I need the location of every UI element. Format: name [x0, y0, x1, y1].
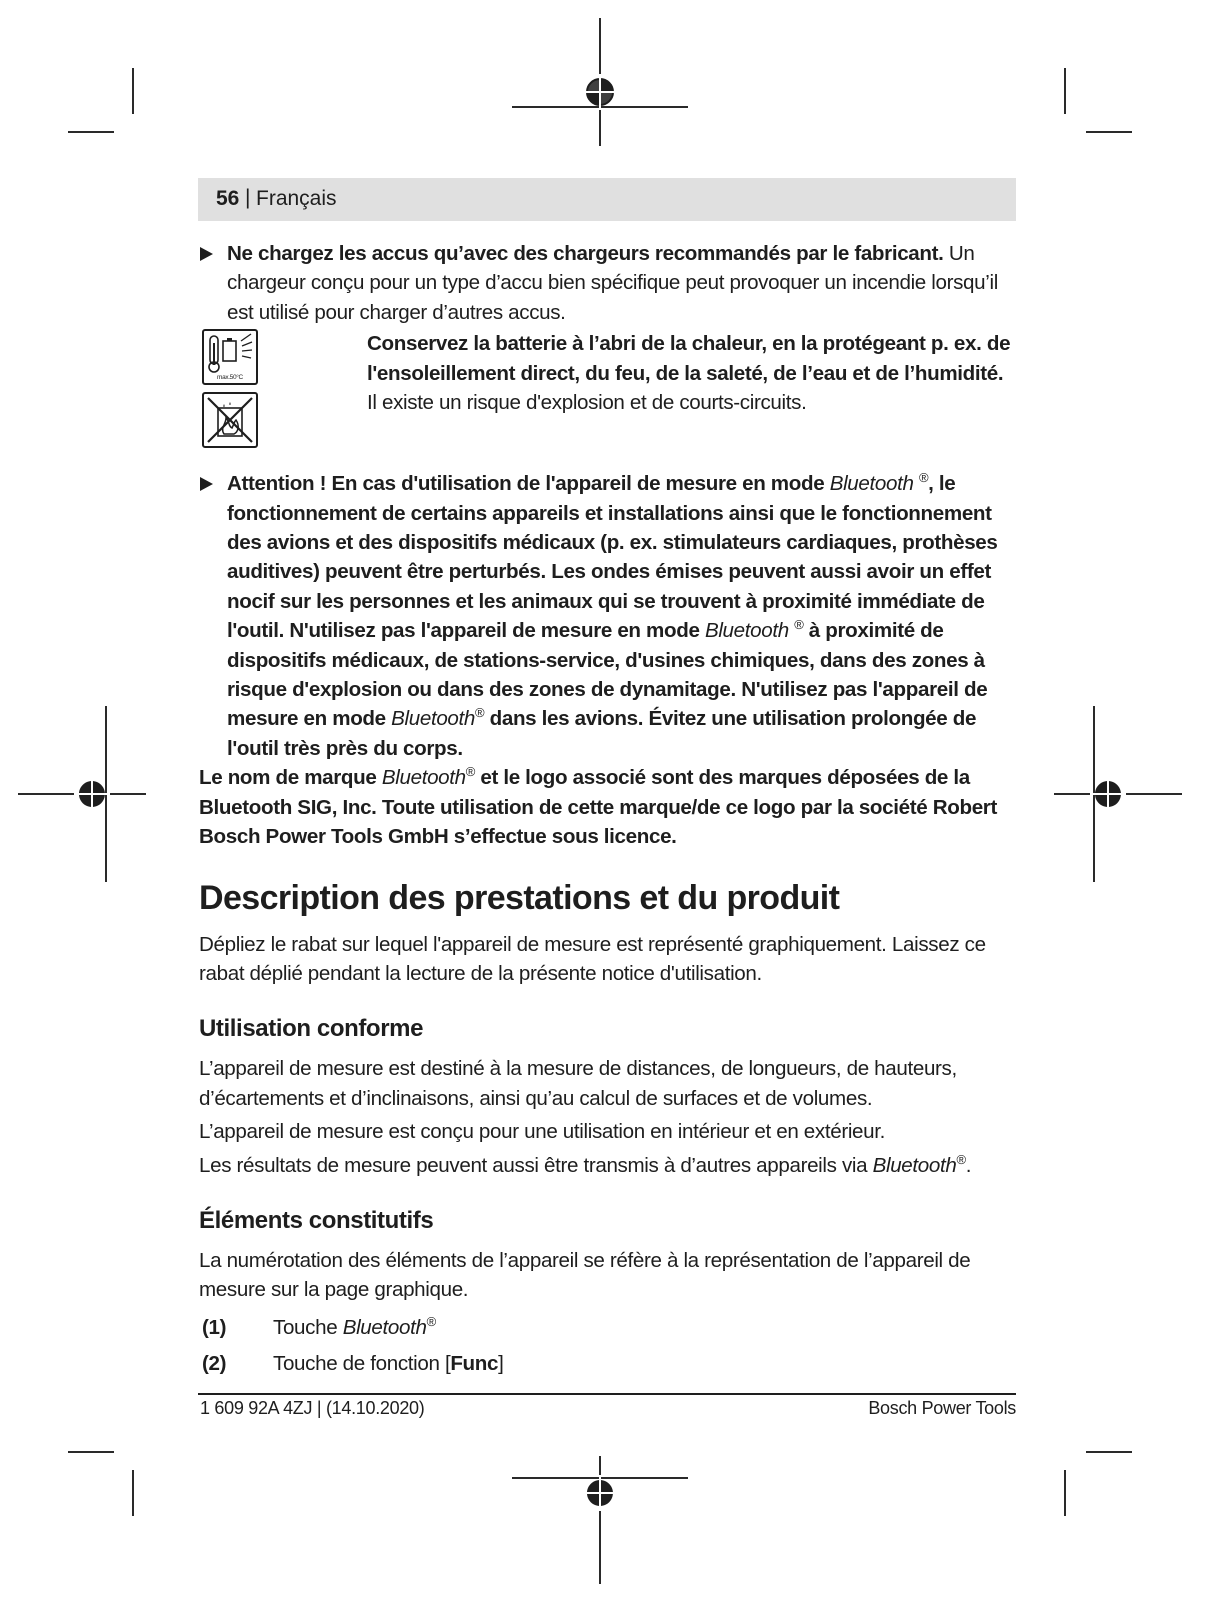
registered-mark: ®: [465, 764, 475, 780]
registered-mark: ®: [426, 1313, 436, 1329]
trademark-notice: [199, 763, 1017, 851]
heat-icon-label: max.50°C: [217, 374, 243, 382]
use-paragraph-1: L’appareil de mesure est destiné à la mesure de distances, de longueurs, de hauteurs, d’écartements et d’inclinaisons, ainsi qu’au calcul de surfaces et de volumes.: [199, 1057, 957, 1110]
battery-storage-plain: Il existe un risque d'explosion et de courts-circuits.: [367, 391, 807, 415]
list-item: [199, 1349, 1017, 1385]
trademark-text-1: Le nom de marque: [199, 766, 382, 790]
section-title-components: Éléments constitutifs: [199, 1206, 434, 1234]
use-paragraph-3-end: .: [965, 1153, 972, 1177]
item-number: (2): [202, 1351, 227, 1375]
registration-target-icon: [582, 1475, 618, 1511]
warning-arrow-icon: [200, 477, 213, 491]
crop-mark: [1064, 1470, 1066, 1516]
battery-no-fire-water-icon: [202, 392, 258, 448]
safety-icons: [202, 329, 258, 455]
item-label: [273, 1349, 504, 1378]
bluetooth-term: Bluetooth: [342, 1315, 427, 1339]
use-paragraph-3: [199, 1151, 1017, 1180]
components-intro: La numérotation des éléments de l’appareil se réfère à la représentation de l’appareil de mesure sur la page graphique.: [199, 1248, 971, 1302]
crop-mark: [68, 131, 114, 133]
bluetooth-term: Bluetooth: [381, 766, 466, 790]
warning-bluetooth: [199, 469, 1017, 763]
crop-mark: [68, 1451, 114, 1453]
header-separator: |: [245, 186, 251, 209]
warning-bt-text-1: Attention ! En cas d'utilisation de l'appareil de mesure en mode: [227, 472, 830, 496]
item-label-text: Touche de fonction [: [273, 1351, 451, 1375]
page-number: 56: [216, 187, 240, 210]
list-item: [199, 1313, 1017, 1349]
func-key-label: Func: [450, 1351, 499, 1375]
warning-bt-text-3: à proximité de dispositifs médicaux, de stations-service, d'usines chimiques, dans des zones à risque d'explosion ou dans des zones de dynamitage. N'utilisez pas l'appareil de mesure en mode: [227, 619, 988, 731]
registered-mark: ®: [956, 1151, 966, 1167]
registered-mark: ®: [794, 617, 804, 633]
use-paragraph-3-text: Les résultats de mesure peuvent aussi être transmis à d’autres appareils via: [199, 1153, 873, 1177]
page-header: [198, 178, 1016, 221]
item-label-text: Touche: [273, 1315, 343, 1339]
bluetooth-term: Bluetooth: [829, 472, 914, 496]
battery-storage-block: [199, 329, 1017, 455]
section-title-description: Description des prestations et du produit: [199, 878, 840, 917]
warning-charger: [199, 239, 1017, 327]
warning-bt-text-2: , le fonctionnement de certains appareils et installations ainsi que le fonctionnement des avions et des dispositifs médicaux (p. ex. stimulateurs cardiaques, prothèses auditives) peuvent être perturbés. Les ondes émises peuvent aussi avoir un effet nocif sur les personnes et les animaux qui se trouvent à proximité immédiate de l'outil. N'utilisez pas l'appareil de mesure en mode: [227, 472, 998, 643]
crop-mark: [132, 68, 134, 114]
warning-charger-text: Un chargeur conçu pour un type d’accu bien spécifique peut provoquer un incendie lorsqu’il est utilisé pour charger d’autres accus.: [227, 242, 998, 324]
footer-brand: Bosch Power Tools: [868, 1398, 1016, 1418]
section-title-use: Utilisation conforme: [199, 1015, 424, 1043]
battery-storage-text: [367, 329, 1017, 417]
header-language: Français: [256, 187, 337, 210]
thermometer-sun-battery-icon: [202, 329, 258, 385]
trademark-text-2: et le logo associé sont des marques déposées de la Bluetooth SIG, Inc. Toute utilisation de cette marque/de ce logo par la société Robert Bosch Power Tools GmbH s’effectue sous licence.: [199, 766, 997, 849]
registered-mark: ®: [918, 470, 929, 486]
description-intro: Dépliez le rabat sur lequel l'appareil de mesure est représenté graphiquement. Laissez ce rabat déplié pendant la lecture de la présente notice d'utilisation.: [199, 932, 986, 985]
battery-storage-bold: Conservez la batterie à l’abri de la chaleur, en la protégeant p. ex. de l'ensoleillement direct, du feu, de la saleté, de l’eau et de l’humidité.: [367, 332, 1011, 385]
crop-mark: [1086, 131, 1132, 133]
crop-mark: [1086, 1451, 1132, 1453]
item-label-end: ]: [498, 1351, 504, 1375]
bluetooth-term: Bluetooth: [704, 619, 789, 643]
footer-rule: [198, 1393, 1016, 1395]
item-label: [273, 1313, 436, 1342]
warning-charger-bold: Ne chargez les accus qu’avec des chargeurs recommandés par le fabricant.: [227, 242, 944, 265]
crop-mark: [1064, 68, 1066, 114]
warning-bt-text-4: dans les avions. Évitez une utilisation prolongée de l'outil très près du corps.: [227, 707, 977, 760]
item-number: (1): [202, 1315, 227, 1339]
registration-target-icon: [582, 74, 618, 110]
use-paragraph-2: L’appareil de mesure est conçu pour une utilisation en intérieur et en extérieur.: [199, 1120, 886, 1144]
registration-target-icon: [74, 776, 110, 812]
bluetooth-term: Bluetooth: [391, 707, 476, 731]
registration-target-icon: [1090, 776, 1126, 812]
page-content: [199, 239, 1017, 1385]
bluetooth-term: Bluetooth: [872, 1153, 957, 1177]
crop-mark: [132, 1470, 134, 1516]
warning-arrow-icon: [200, 247, 213, 261]
footer-doc-ref: 1 609 92A 4ZJ | (14.10.2020): [200, 1398, 425, 1418]
registered-mark: ®: [475, 705, 485, 721]
